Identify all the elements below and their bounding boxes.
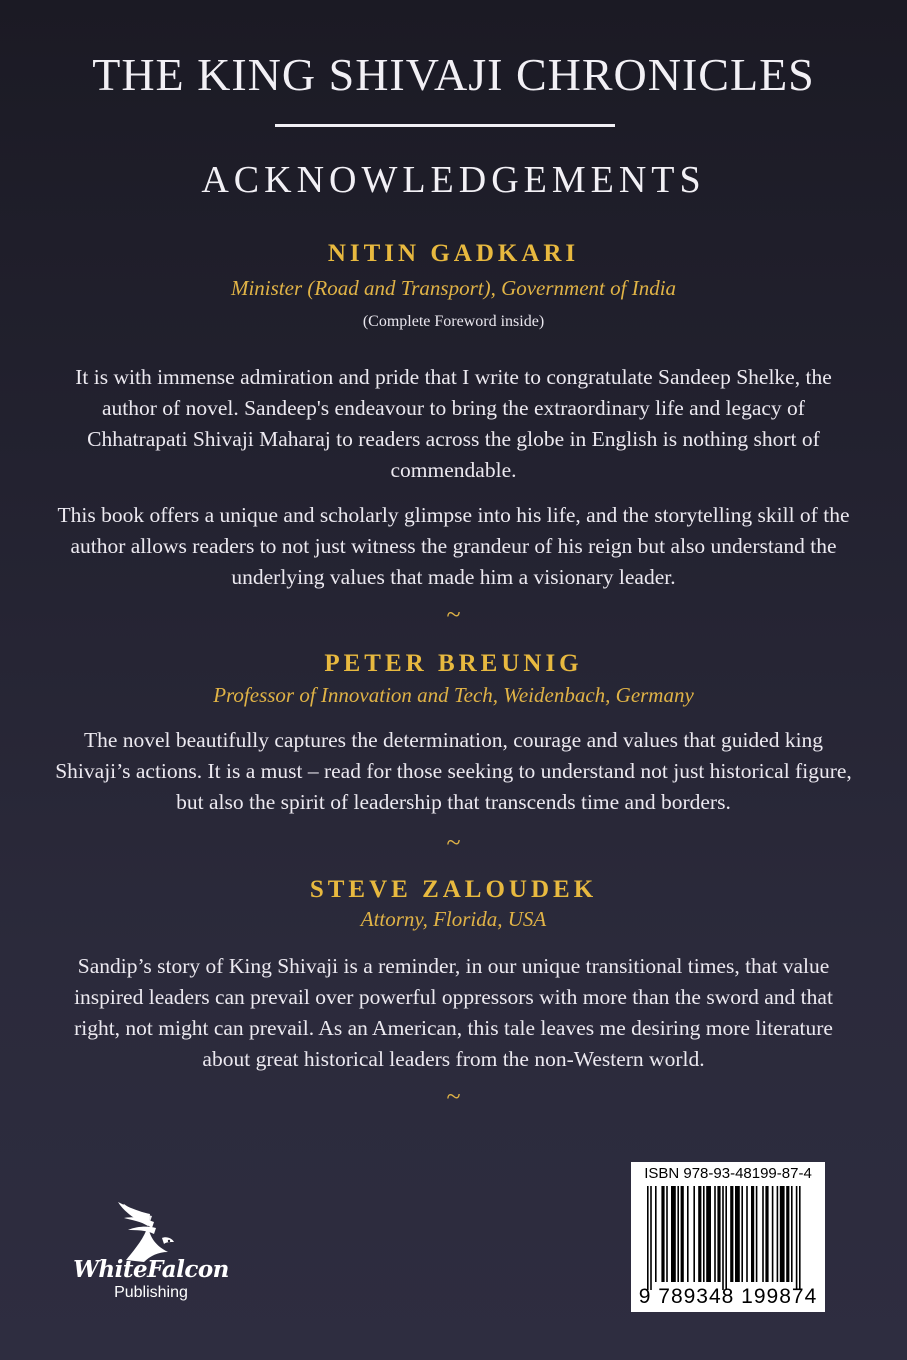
barcode-bar	[722, 1186, 724, 1290]
barcode-bar	[647, 1186, 649, 1290]
isbn-label: ISBN 978-93-48199-87-4	[644, 1165, 812, 1182]
endorsement-paragraph: Sandip’s story of King Shivaji is a reminder, in our unique transitional times, that value inspired leaders can prevail over powerful oppressors with more than the sword and that right, not might can prevail. As an American, this tale leaves me desiring more literature about great historical leaders from the non-Western world.	[74, 954, 833, 1071]
endorsement-paragraph: The novel beautifully captures the determination, courage and values that guided king Shivaji’s actions. It is a must – read for those seeking to understand not just historical figure, but also the spirit of leadership that transcends time and borders.	[55, 728, 852, 814]
isbn-barcode	[631, 1162, 825, 1312]
barcode-bar	[655, 1186, 657, 1282]
barcode-bar	[786, 1186, 789, 1282]
barcode-bar	[791, 1186, 793, 1282]
barcode-bar	[698, 1186, 701, 1282]
barcode-bar	[714, 1186, 716, 1282]
barcode-bar	[772, 1186, 774, 1282]
barcode-bar	[661, 1186, 664, 1282]
barcode-bar	[725, 1186, 727, 1290]
barcode-bar	[796, 1186, 798, 1290]
barcode-bar	[735, 1186, 740, 1282]
endorsement-text	[0, 951, 907, 1089]
barcode-bar	[765, 1186, 768, 1282]
endorsement-text	[0, 362, 907, 607]
barcode-bar	[706, 1186, 711, 1282]
publisher-logo	[66, 1198, 236, 1308]
publisher-logo-word: WhiteFalcon	[73, 1256, 229, 1283]
barcode-bar	[681, 1186, 684, 1282]
barcode-bar	[741, 1186, 743, 1282]
barcode-bar	[762, 1186, 764, 1282]
endorser-role: Professor of Innovation and Tech, Weidenbach, Germany	[213, 683, 694, 707]
barcode-bar	[687, 1186, 689, 1282]
endorser-role: Minister (Road and Transport), Government of India	[230, 276, 677, 300]
title-divider	[275, 124, 615, 127]
barcode-bar	[693, 1186, 695, 1282]
barcode-bars	[645, 1186, 817, 1290]
barcode-bar	[799, 1186, 801, 1290]
barcode-bar	[777, 1186, 779, 1282]
barcode-bar	[780, 1186, 785, 1282]
barcode-bar	[650, 1186, 652, 1290]
tilde-separator: ~	[446, 1082, 461, 1111]
barcode-bar	[730, 1186, 733, 1282]
barcode-bar	[671, 1186, 676, 1282]
tilde-separator: ~	[446, 600, 461, 629]
endorsement-paragraph: It is with immense admiration and pride that I write to congratulate Sandeep Shelke, the author of novel. Sandeep's endeavour to bring the extraordinary life and legacy of Chhatrapati Shivaji Maharaj to readers across the globe in English is nothing short of commendable.	[75, 365, 832, 482]
endorsement-paragraph: This book offers a unique and scholarly glimpse into his life, and the storytelling skill of the author allows readers to not just witness the grandeur of his reign but also understand the underlying values that made him a visionary leader.	[57, 503, 850, 589]
barcode-digits: 9 789348 199874	[638, 1285, 818, 1308]
barcode-bar	[677, 1186, 679, 1282]
section-heading: ACKNOWLEDGEMENTS	[201, 159, 706, 201]
barcode-bar	[756, 1186, 758, 1282]
foreword-note: (Complete Foreword inside)	[362, 313, 545, 330]
endorser-name: NITIN GADKARI	[327, 240, 580, 267]
endorser-name: PETER BREUNIG	[324, 650, 583, 677]
series-title: THE KING SHIVAJI CHRONICLES	[92, 49, 815, 100]
barcode-bar	[703, 1186, 705, 1282]
endorser-name: STEVE ZALOUDEK	[309, 876, 598, 903]
endorser-role: Attorny, Florida, USA	[360, 907, 547, 931]
endorsement-text	[0, 725, 907, 832]
publisher-logo-sub: Publishing	[114, 1284, 188, 1301]
barcode-bar	[666, 1186, 668, 1282]
barcode-bar	[717, 1186, 720, 1282]
tilde-separator: ~	[446, 828, 461, 857]
barcode-bar	[751, 1186, 754, 1282]
barcode-bar	[746, 1186, 748, 1282]
